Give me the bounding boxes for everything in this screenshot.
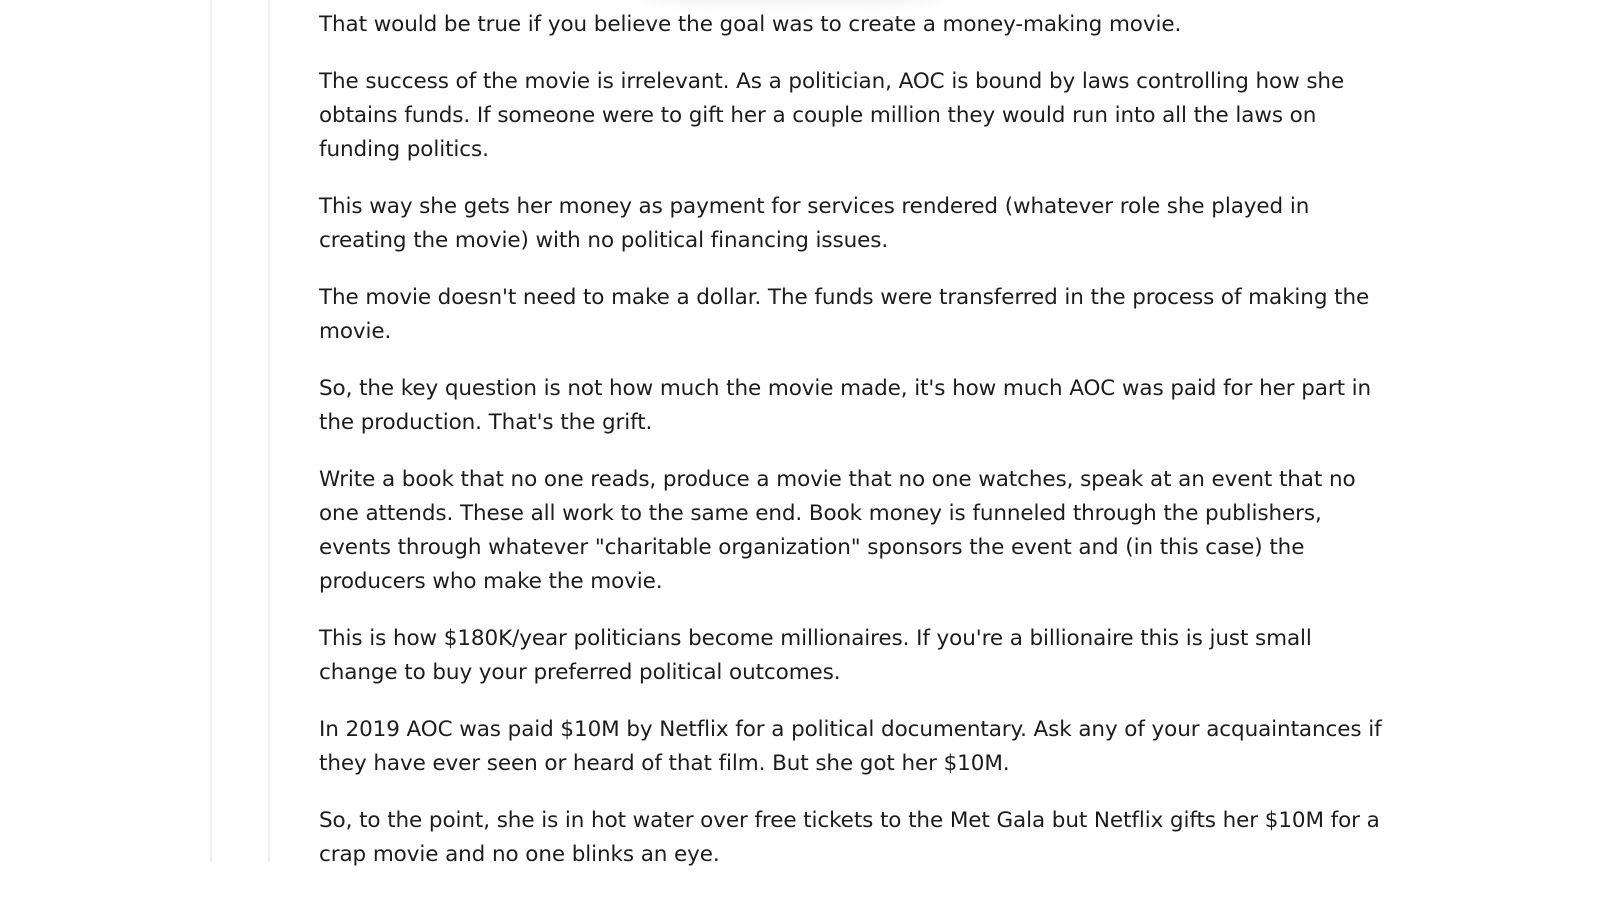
- comment-paragraph-7: This is how $180K/year politicians become millionaires. If you're a billionaire this is just small change to buy your preferred political outcomes.: [319, 626, 1312, 685]
- comment-paragraph-2: The success of the movie is irrelevant. As a politician, AOC is bound by laws controlling how she obtains funds. If someone were to gift her a couple million they would run into all the laws on funding politics.: [319, 69, 1345, 162]
- comment-thread-line[interactable]: [268, 0, 270, 862]
- comment-paragraph-9: So, to the point, she is in hot water over free tickets to the Met Gala but Netflix gifts her $10M for a crap movie and no one blinks an eye.: [319, 808, 1380, 867]
- parent-thread-line[interactable]: [210, 0, 212, 862]
- comment-paragraph-4: The movie doesn't need to make a dollar. The funds were transferred in the process of making the movie.: [319, 285, 1370, 344]
- comment-paragraph-6: Write a book that no one reads, produce a movie that no one watches, speak at an event that no one attends. These all work to the same end. Book money is funneled through the publishers, events through whatever "charitable organization" sponsors the event and (in this case) the producers who make the movie.: [319, 467, 1356, 594]
- top-shadow: [640, 0, 940, 6]
- comment-body: [319, 8, 1389, 895]
- comment-paragraph-8: In 2019 AOC was paid $10M by Netflix for a political documentary. Ask any of your acquaintances if they have ever seen or heard of that film. But she got her $10M.: [319, 717, 1382, 776]
- comment-paragraph-3: This way she gets her money as payment for services rendered (whatever role she played in creating the movie) with no political financing issues.: [319, 194, 1310, 253]
- comment-paragraph-1: That would be true if you believe the goal was to create a money-making movie.: [319, 12, 1182, 37]
- comment-paragraph-5: So, the key question is not how much the movie made, it's how much AOC was paid for her part in the production. That's the grift.: [319, 376, 1372, 435]
